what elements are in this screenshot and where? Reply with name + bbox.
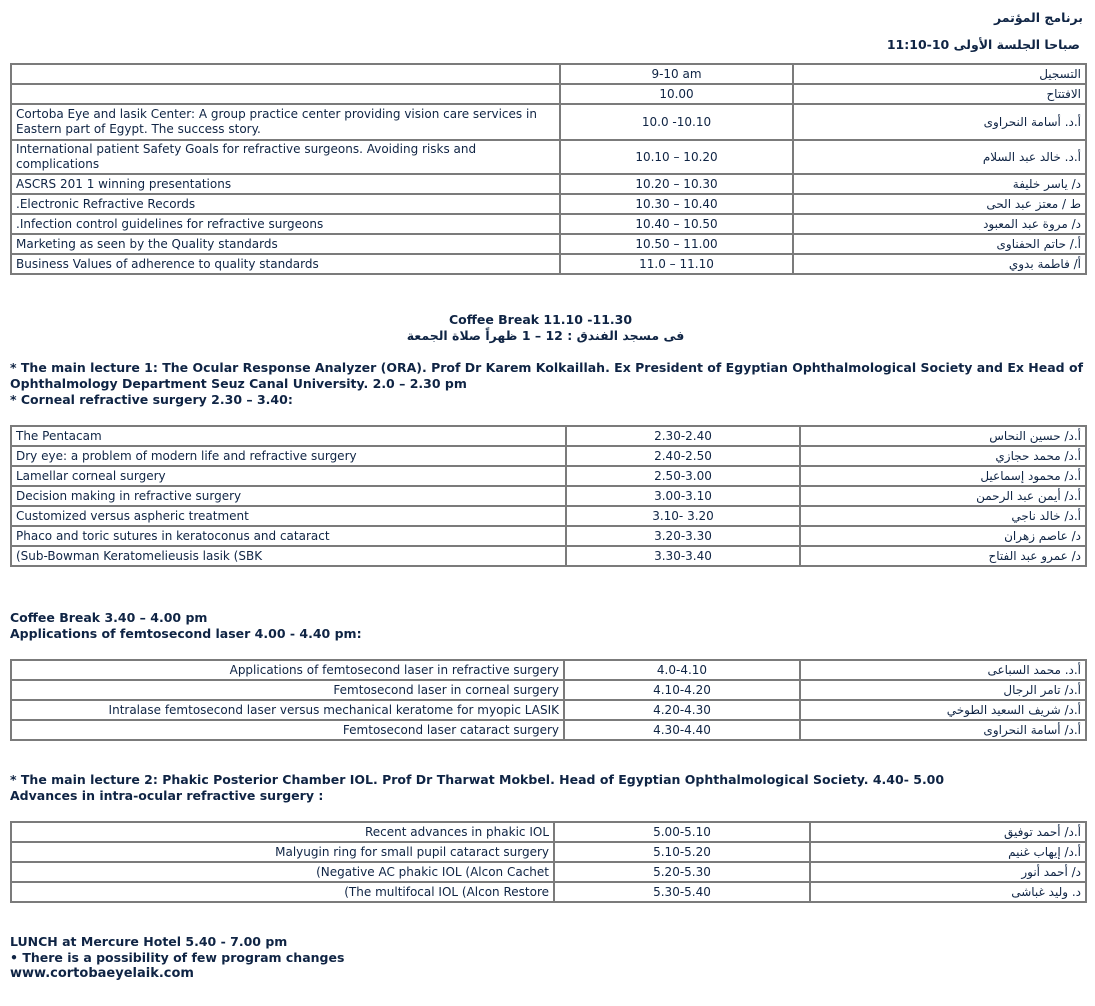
speaker-name: د/ مروة عبد المعبود <box>793 214 1086 234</box>
speaker-name: الافتتاح <box>793 84 1086 104</box>
main-lecture-1-line-1: * The main lecture 1: The Ocular Response Analyzer (ORA). Prof Dr Karem Kolkaillah. Ex President of Egyptian Ophthalmological Society and Ex Head of <box>10 360 1084 375</box>
speaker-name: أ.د/ تامر الرجال <box>800 680 1086 700</box>
session-topic: Phaco and toric sutures in keratoconus and cataract <box>11 526 566 546</box>
session-topic: Recent advances in phakic IOL <box>11 822 554 842</box>
session-topic: Intralase femtosecond laser versus mechanical keratome for myopic LASIK <box>11 700 564 720</box>
friday-prayer-note: فى مسجد الفندق : 12 – 1 ظهراً صلاة الجمعة <box>406 328 685 343</box>
table-row <box>11 194 1086 214</box>
table-row <box>11 446 1086 466</box>
session-time: 2.40-2.50 <box>566 446 800 466</box>
schedule-table-femtosecond <box>10 659 1087 741</box>
schedule-table-morning-body <box>11 64 1086 274</box>
session-time: 10.10 – 10.20 <box>560 140 793 174</box>
schedule-table-femtosecond-body <box>11 660 1086 740</box>
speaker-name: أ.د/ أيمن عبد الرحمن <box>800 486 1086 506</box>
session-time: 4.30-4.40 <box>564 720 800 740</box>
session-time: 4.20-4.30 <box>564 700 800 720</box>
table-row <box>11 104 1086 140</box>
table-row <box>11 506 1086 526</box>
website-link[interactable]: www.cortobaeyelaik.com <box>10 966 194 981</box>
session-time: 3.30-3.40 <box>566 546 800 566</box>
speaker-name: أ.د. أسامة النحراوى <box>793 104 1086 140</box>
session-time: 5.30-5.40 <box>554 882 810 902</box>
session-time: 11.0 – 11.10 <box>560 254 793 274</box>
table-row <box>11 526 1086 546</box>
table-row <box>11 140 1086 174</box>
table-row <box>11 822 1086 842</box>
session-time: 4.0-4.10 <box>564 660 800 680</box>
session-time: 10.50 – 11.00 <box>560 234 793 254</box>
speaker-name: أ.د/ محمود إسماعيل <box>800 466 1086 486</box>
session-time: 2.50-3.00 <box>566 466 800 486</box>
session-time: 10.00 <box>560 84 793 104</box>
session-topic: The Pentacam <box>11 426 566 446</box>
table-row <box>11 842 1086 862</box>
session-topic: .Infection control guidelines for refractive surgeons <box>11 214 560 234</box>
speaker-name: أ.د. محمد السباعى <box>800 660 1086 680</box>
speaker-name: أ.د/ حسين النحاس <box>800 426 1086 446</box>
table-row <box>11 700 1086 720</box>
schedule-table-corneal-body <box>11 426 1086 566</box>
session-topic: Femtosecond laser cataract surgery <box>11 720 564 740</box>
session-topic: ASCRS 201 1 winning presentations <box>11 174 560 194</box>
session-time: 10.30 – 10.40 <box>560 194 793 214</box>
session-topic: Dry eye: a problem of modern life and refractive surgery <box>11 446 566 466</box>
session-time: 3.10- 3.20 <box>566 506 800 526</box>
session-time: 3.00-3.10 <box>566 486 800 506</box>
femtosecond-heading: Applications of femtosecond laser 4.00 - 4.40 pm: <box>10 626 362 641</box>
table-row <box>11 254 1086 274</box>
session-topic: Business Values of adherence to quality standards <box>11 254 560 274</box>
session-topic <box>11 64 560 84</box>
session-topic: (Negative AC phakic IOL (Alcon Cachet <box>11 862 554 882</box>
table-row <box>11 680 1086 700</box>
speaker-name: أ./ حاتم الحفناوى <box>793 234 1086 254</box>
table-row <box>11 660 1086 680</box>
session-topic: Customized versus aspheric treatment <box>11 506 566 526</box>
session-topic: Lamellar corneal surgery <box>11 466 566 486</box>
table-row <box>11 466 1086 486</box>
session-topic: Decision making in refractive surgery <box>11 486 566 506</box>
table-row <box>11 174 1086 194</box>
session-topic: Malyugin ring for small pupil cataract surgery <box>11 842 554 862</box>
speaker-name: التسجيل <box>793 64 1086 84</box>
schedule-table-morning <box>10 63 1087 275</box>
program-changes-note: • There is a possibility of few program changes <box>10 950 345 965</box>
coffee-break-afternoon: Coffee Break 3.40 – 4.00 pm <box>10 610 208 625</box>
speaker-name: أ.د/ شريف السعيد الطوخي <box>800 700 1086 720</box>
speaker-name: أ/ فاطمة بدوي <box>793 254 1086 274</box>
speaker-name: د/ أحمد أنور <box>810 862 1086 882</box>
speaker-name: أ.د/ خالد ناجي <box>800 506 1086 526</box>
speaker-name: أ.د/ محمد حجازي <box>800 446 1086 466</box>
session-time: 5.10-5.20 <box>554 842 810 862</box>
session-topic: Cortoba Eye and lasik Center: A group practice center providing vision care services in Eastern part of Egypt. The success story. <box>11 104 560 140</box>
session-time: 3.20-3.30 <box>566 526 800 546</box>
session-topic: .Electronic Refractive Records <box>11 194 560 214</box>
speaker-name: أ.د/ أحمد توفيق <box>810 822 1086 842</box>
session-time: 10.40 – 10.50 <box>560 214 793 234</box>
table-row <box>11 546 1086 566</box>
table-row <box>11 234 1086 254</box>
main-lecture-2: * The main lecture 2: Phakic Posterior Chamber IOL. Prof Dr Tharwat Mokbel. Head of Egyptian Ophthalmological Society. 4.40- 5.00 <box>10 772 945 787</box>
session-time: 10.20 – 10.30 <box>560 174 793 194</box>
speaker-name: د/ عمرو عبد الفتاح <box>800 546 1086 566</box>
corneal-surgery-heading: * Corneal refractive surgery 2.30 – 3.40: <box>10 392 293 407</box>
table-row <box>11 426 1086 446</box>
schedule-table-intraocular-body <box>11 822 1086 902</box>
session-time: 4.10-4.20 <box>564 680 800 700</box>
intraocular-heading: Advances in intra-ocular refractive surgery : <box>10 788 324 803</box>
session-time: 5.00-5.10 <box>554 822 810 842</box>
session-time: 2.30-2.40 <box>566 426 800 446</box>
lunch-line: LUNCH at Mercure Hotel 5.40 - 7.00 pm <box>10 934 288 949</box>
session-topic: International patient Safety Goals for refractive surgeons. Avoiding risks and complications <box>11 140 560 174</box>
speaker-name: د/ ياسر خليفة <box>793 174 1086 194</box>
main-lecture-1-line-2: Ophthalmology Department Seuz Canal University. 2.0 – 2.30 pm <box>10 376 467 391</box>
schedule-table-intraocular <box>10 821 1087 903</box>
table-row <box>11 486 1086 506</box>
speaker-name: ط / معتز عبد الحى <box>793 194 1086 214</box>
table-row <box>11 882 1086 902</box>
speaker-name: أ.د/ أسامة النحراوى <box>800 720 1086 740</box>
table-row <box>11 214 1086 234</box>
table-row <box>11 64 1086 84</box>
program-title: برنامج المؤتمر <box>993 10 1083 25</box>
session-time: 5.20-5.30 <box>554 862 810 882</box>
speaker-name: د. وليد غباشى <box>810 882 1086 902</box>
session-time: 10.0 -10.10 <box>560 104 793 140</box>
speaker-name: أ.د. خالد عبد السلام <box>793 140 1086 174</box>
coffee-break-morning: Coffee Break 11.10 -11.30 <box>448 312 633 327</box>
session-topic: Applications of femtosecond laser in refractive surgery <box>11 660 564 680</box>
session-topic: Marketing as seen by the Quality standards <box>11 234 560 254</box>
table-row <box>11 84 1086 104</box>
session-title: صباحا الجلسة الأولى 10-11:10 <box>886 37 1080 52</box>
speaker-name: أ.د/ إيهاب غنيم <box>810 842 1086 862</box>
session-topic: (Sub-Bowman Keratomelieusis lasik (SBK <box>11 546 566 566</box>
session-topic: (The multifocal IOL (Alcon Restore <box>11 882 554 902</box>
table-row <box>11 720 1086 740</box>
table-row <box>11 862 1086 882</box>
session-time: 9-10 am <box>560 64 793 84</box>
session-topic: Femtosecond laser in corneal surgery <box>11 680 564 700</box>
speaker-name: د/ عاصم زهران <box>800 526 1086 546</box>
schedule-table-corneal <box>10 425 1087 567</box>
session-topic <box>11 84 560 104</box>
